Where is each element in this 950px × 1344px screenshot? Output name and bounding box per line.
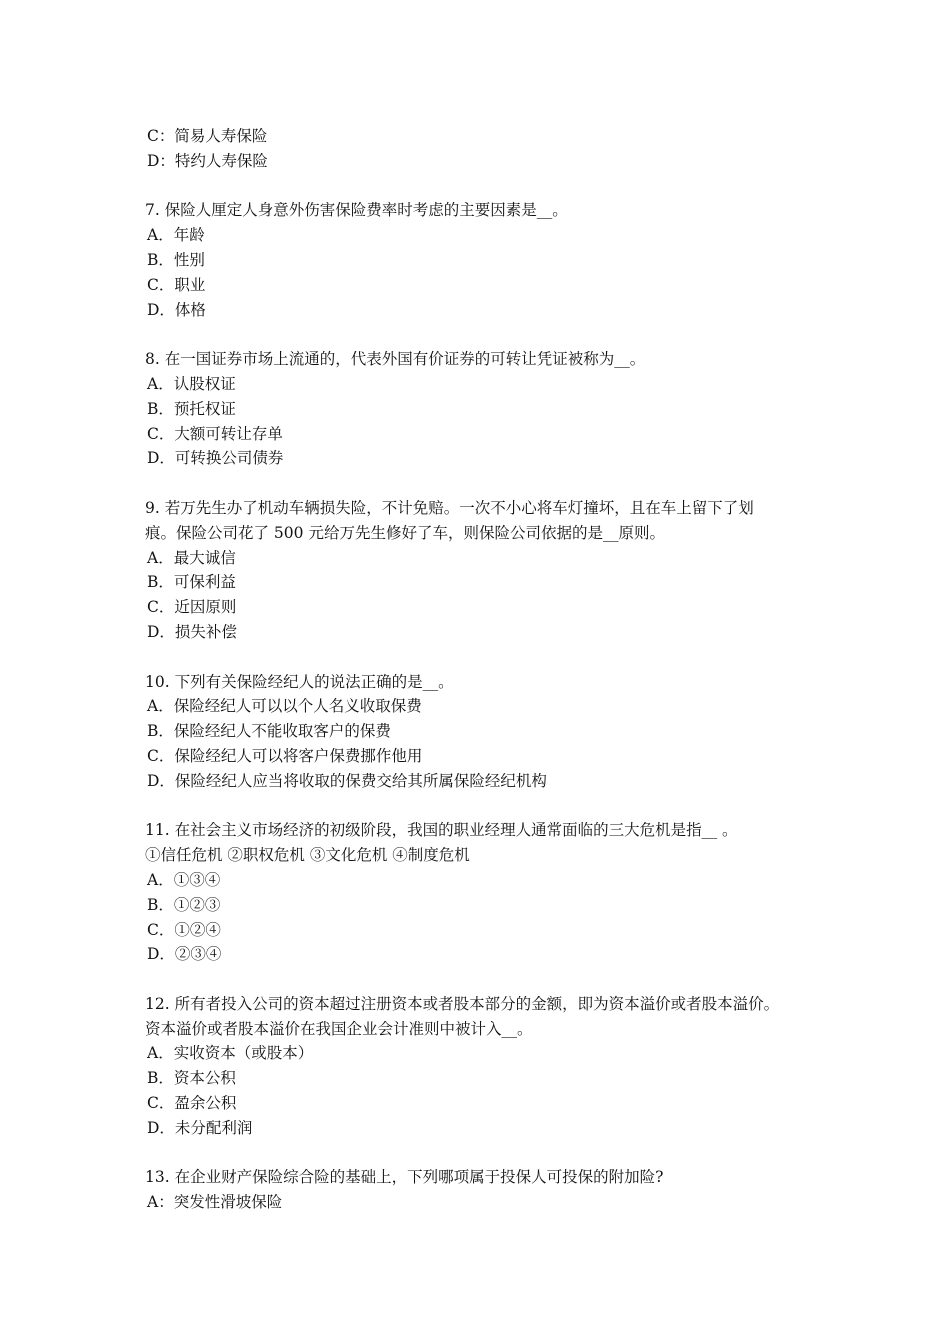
option-c: C．①②④ [147,920,221,939]
leading-options [145,124,825,174]
option-d: D．未分配利润 [147,1118,253,1137]
option-c: C．盈余公积 [147,1094,237,1113]
option-a: A．最大诚信 [147,548,236,567]
question-13 [145,1165,825,1215]
option-b: B．①②③ [147,895,221,914]
option-d: D：特约人寿保险 [147,151,268,170]
question-stem: 10. 下列有关保险经纪人的说法正确的是__。 [145,672,454,691]
question-11 [145,818,825,967]
option-b: B．可保利益 [147,573,236,592]
option-a: A．年龄 [147,226,205,245]
question-8 [145,347,825,471]
question-stem-line-2: 痕。保险公司花了 500 元给万先生修好了车，则保险公司依据的是__原则。 [145,523,665,542]
spacer [145,967,825,992]
option-a: A．①③④ [147,870,221,889]
option-b: B．预托权证 [147,399,236,418]
option-c: C．近因原则 [147,598,237,617]
spacer [145,1141,825,1166]
question-stem-line-1: 11. 在社会主义市场经济的初级阶段，我国的职业经理人通常面临的三大危机是指__ 。 [145,821,738,840]
spacer [145,794,825,819]
option-a: A：突发性滑坡保险 [147,1193,283,1212]
question-stem: 8. 在一国证券市场上流通的，代表外国有价证券的可转让凭证被称为__。 [145,350,646,369]
option-d: D．②③④ [147,945,222,964]
option-c: C：简易人寿保险 [147,127,268,145]
question-stem: 7. 保险人厘定人身意外伤害保险费率时考虑的主要因素是__。 [145,201,568,220]
option-a: A．实收资本（或股本） [147,1044,314,1063]
option-a: A．保险经纪人可以以个人名义收取保费 [147,697,422,716]
option-c: C．保险经纪人可以将客户保费挪作他用 [147,746,423,765]
question-stem-line-1: 9. 若万先生办了机动车辆损失险，不计免赔。一次不小心将车灯撞坏，且在车上留下了划 [145,498,754,517]
option-d: D．损失补偿 [147,622,237,641]
question-stem-line-1: 12. 所有者投入公司的资本超过注册资本或者股本部分的金额，即为资本溢价或者股本溢价。 [145,994,780,1013]
option-b: B．资本公积 [147,1069,236,1088]
option-d: D．保险经纪人应当将收取的保费交给其所属保险经纪机构 [147,771,547,790]
question-12 [145,992,825,1141]
option-c: C．职业 [147,275,206,294]
question-10 [145,670,825,794]
option-b: B．性别 [147,250,205,269]
option-b: B．保险经纪人不能收取客户的保费 [147,722,391,741]
option-a: A．认股权证 [147,374,236,393]
question-9 [145,496,825,645]
document-content [145,124,825,1215]
spacer [145,322,825,347]
spacer [145,471,825,496]
option-d: D．体格 [147,300,206,319]
question-stem-line-2: ①信任危机 ②职权危机 ③文化危机 ④制度危机 [145,846,470,865]
spacer [145,645,825,670]
option-c: C．大额可转让存单 [147,424,283,443]
question-stem-line-2: 资本溢价或者股本溢价在我国企业会计准则中被计入__。 [145,1019,533,1038]
question-stem: 13. 在企业财产保险综合险的基础上，下列哪项属于投保人可投保的附加险? [145,1168,664,1187]
question-7 [145,198,825,322]
option-d: D．可转换公司债券 [147,449,284,468]
spacer [145,174,825,199]
